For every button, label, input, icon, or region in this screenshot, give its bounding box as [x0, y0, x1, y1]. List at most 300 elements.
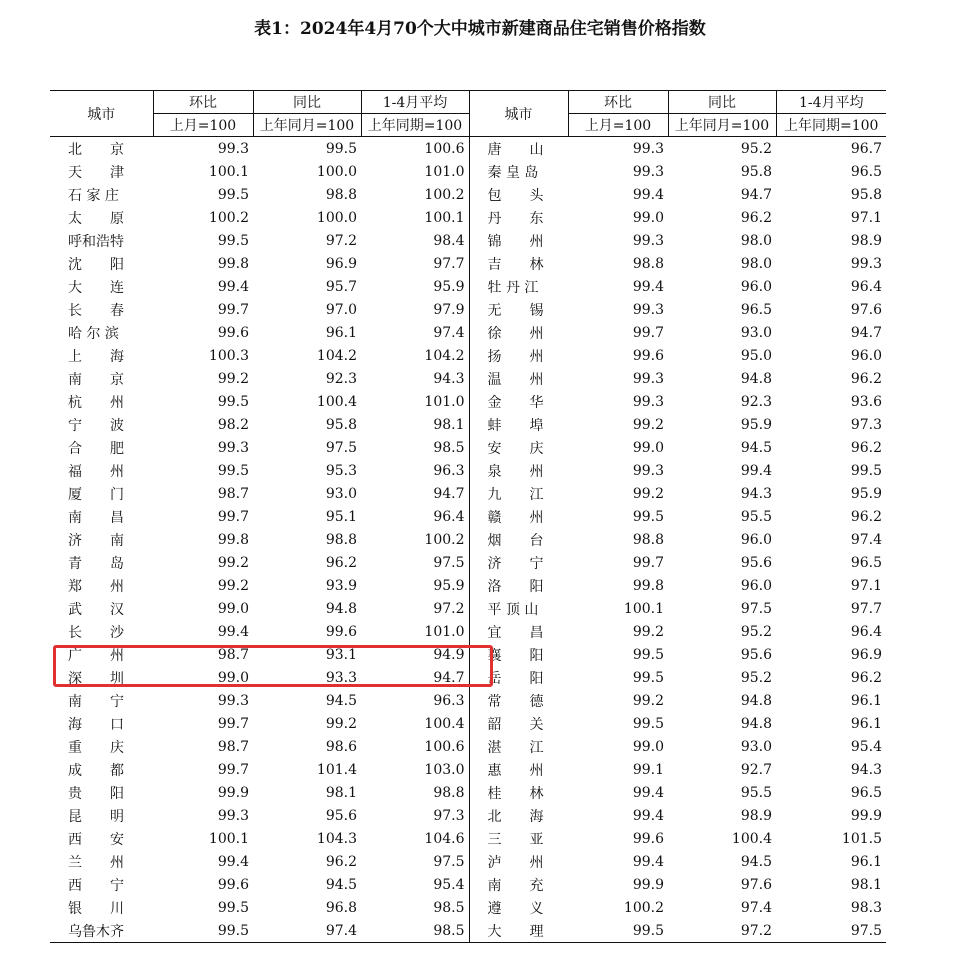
city-name: 沈 阳	[68, 256, 124, 273]
city-name: 安 庆	[469, 436, 568, 459]
city-name: 平 顶 山	[469, 597, 568, 620]
table-row	[50, 919, 886, 943]
avg-value: 100.1	[424, 209, 465, 226]
avg-value: 95.9	[850, 485, 882, 502]
yoy-value: 93.0	[740, 324, 772, 341]
mom-value: 99.3	[217, 140, 249, 157]
city-name: 惠 州	[469, 758, 568, 781]
mom-value: 99.4	[217, 623, 249, 640]
table-row	[50, 528, 886, 551]
table-row	[50, 344, 886, 367]
table-body	[50, 137, 886, 943]
table-row	[50, 758, 886, 781]
header-avg-base-right: 上年同期=100	[776, 114, 886, 137]
mom-value: 99.9	[217, 784, 249, 801]
table-row	[50, 689, 886, 712]
avg-value: 96.1	[850, 715, 882, 732]
yoy-value: 95.0	[740, 347, 772, 364]
city-name: 包 头	[469, 183, 568, 206]
yoy-value: 95.9	[740, 416, 772, 433]
city-name: 西 宁	[68, 877, 124, 894]
mom-value: 99.5	[568, 919, 668, 943]
table-row	[50, 896, 886, 919]
yoy-value: 94.5	[325, 692, 357, 709]
avg-value: 97.5	[776, 919, 886, 943]
avg-value: 96.5	[850, 163, 882, 180]
mom-value: 100.2	[208, 209, 249, 226]
mom-value: 99.6	[632, 830, 664, 847]
yoy-value: 99.5	[325, 140, 357, 157]
avg-value: 97.3	[433, 807, 465, 824]
table-row	[50, 735, 886, 758]
mom-value: 99.9	[632, 876, 664, 893]
yoy-value: 96.9	[325, 255, 357, 272]
yoy-value: 95.7	[325, 278, 357, 295]
city-name: 韶 关	[469, 712, 568, 735]
mom-value: 100.2	[623, 899, 664, 916]
mom-value: 99.5	[632, 669, 664, 686]
header-mom-right: 环比	[568, 91, 668, 114]
city-name: 长 沙	[68, 624, 124, 641]
avg-value: 96.3	[433, 462, 465, 479]
table-row	[50, 206, 886, 229]
mom-value: 99.6	[632, 347, 664, 364]
avg-value: 96.5	[850, 784, 882, 801]
yoy-value: 99.2	[325, 715, 357, 732]
highlight-box-guangzhou	[53, 645, 493, 687]
mom-value: 99.0	[632, 738, 664, 755]
avg-value: 96.2	[850, 508, 882, 525]
avg-value: 96.9	[850, 646, 882, 663]
table-row	[50, 781, 886, 804]
yoy-value: 98.0	[740, 255, 772, 272]
mom-value: 99.2	[632, 485, 664, 502]
header-yoy-base-left: 上年同月=100	[253, 114, 361, 137]
mom-value: 98.8	[632, 255, 664, 272]
mom-value: 99.7	[632, 324, 664, 341]
mom-value: 99.3	[632, 140, 664, 157]
city-name: 湛 江	[469, 735, 568, 758]
mom-value: 99.5	[217, 232, 249, 249]
table-row	[50, 367, 886, 390]
yoy-value: 94.5	[325, 876, 357, 893]
yoy-value: 101.4	[316, 761, 357, 778]
city-name: 三 亚	[469, 827, 568, 850]
avg-value: 100.6	[424, 140, 465, 157]
yoy-value: 97.0	[325, 301, 357, 318]
header-mom-left: 环比	[153, 91, 253, 114]
avg-value: 101.0	[424, 623, 465, 640]
city-name: 银 川	[68, 900, 124, 917]
city-name: 遵 义	[469, 896, 568, 919]
avg-value: 97.9	[433, 301, 465, 318]
mom-value: 100.1	[623, 600, 664, 617]
city-name: 南 宁	[68, 693, 124, 710]
yoy-value: 94.3	[740, 485, 772, 502]
yoy-value: 95.2	[740, 140, 772, 157]
mom-value: 99.5	[217, 393, 249, 410]
mom-value: 99.6	[217, 876, 249, 893]
yoy-value: 100.0	[316, 163, 357, 180]
avg-value: 96.2	[850, 669, 882, 686]
mom-value: 99.5	[632, 508, 664, 525]
yoy-value: 97.2	[325, 232, 357, 249]
mom-value: 99.4	[632, 807, 664, 824]
avg-value: 96.7	[850, 140, 882, 157]
avg-value: 98.8	[433, 784, 465, 801]
avg-value: 98.5	[433, 899, 465, 916]
city-name: 宁 波	[68, 417, 124, 434]
mom-value: 99.2	[632, 692, 664, 709]
city-name: 合 肥	[68, 440, 124, 457]
mom-value: 99.3	[217, 807, 249, 824]
avg-value: 97.3	[850, 416, 882, 433]
city-name: 牡 丹 江	[469, 275, 568, 298]
yoy-value: 97.4	[740, 899, 772, 916]
table-row	[50, 804, 886, 827]
yoy-value: 95.6	[740, 554, 772, 571]
yoy-value: 104.3	[316, 830, 357, 847]
mom-value: 99.0	[217, 669, 249, 686]
yoy-value: 96.0	[740, 577, 772, 594]
mom-value: 99.2	[217, 370, 249, 387]
mom-value: 99.8	[217, 531, 249, 548]
avg-value: 98.9	[850, 232, 882, 249]
avg-value: 96.0	[850, 347, 882, 364]
table-row	[50, 459, 886, 482]
header-city-left: 城市	[50, 91, 153, 137]
avg-value: 94.3	[433, 370, 465, 387]
table-row	[50, 390, 886, 413]
avg-value: 95.4	[433, 876, 465, 893]
city-name: 长 春	[68, 302, 124, 319]
city-name: 泉 州	[469, 459, 568, 482]
table-row	[50, 827, 886, 850]
table-row	[50, 712, 886, 735]
header-avg-right: 1-4月平均	[776, 91, 886, 114]
city-name: 乌鲁木齐	[50, 919, 153, 943]
yoy-value: 98.8	[325, 531, 357, 548]
yoy-value: 96.0	[740, 278, 772, 295]
mom-value: 99.3	[632, 462, 664, 479]
mom-value: 99.2	[632, 416, 664, 433]
table-row	[50, 620, 886, 643]
avg-value: 97.4	[850, 531, 882, 548]
mom-value: 99.0	[632, 439, 664, 456]
city-name: 海 口	[68, 716, 124, 733]
price-index-table	[50, 90, 886, 943]
yoy-value: 96.8	[325, 899, 357, 916]
yoy-value: 95.2	[740, 669, 772, 686]
city-name: 青 岛	[68, 555, 124, 572]
yoy-value: 93.0	[325, 485, 357, 502]
city-name: 天 津	[68, 164, 124, 181]
avg-value: 95.9	[433, 577, 465, 594]
city-name: 南 京	[68, 371, 124, 388]
yoy-value: 95.3	[325, 462, 357, 479]
yoy-value: 99.6	[325, 623, 357, 640]
city-name: 洛 阳	[469, 574, 568, 597]
yoy-value: 97.5	[740, 600, 772, 617]
avg-value: 97.1	[850, 209, 882, 226]
mom-value: 99.7	[217, 301, 249, 318]
header-avg-base-left: 上年同期=100	[361, 114, 469, 137]
mom-value: 99.4	[632, 853, 664, 870]
yoy-value: 95.8	[740, 163, 772, 180]
avg-value: 100.4	[424, 715, 465, 732]
city-name: 桂 林	[469, 781, 568, 804]
city-name: 常 德	[469, 689, 568, 712]
table-row	[50, 436, 886, 459]
mom-value: 99.0	[217, 600, 249, 617]
table-row	[50, 229, 886, 252]
city-name: 襄 阳	[469, 643, 568, 666]
yoy-value: 96.0	[740, 531, 772, 548]
city-name: 北 京	[68, 141, 124, 158]
mom-value: 99.3	[632, 393, 664, 410]
mom-value: 99.4	[217, 278, 249, 295]
avg-value: 94.9	[433, 646, 465, 663]
city-name: 徐 州	[469, 321, 568, 344]
yoy-value: 94.5	[740, 853, 772, 870]
table-title: 表1：2024年4月70个大中城市新建商品住宅销售价格指数	[254, 19, 706, 39]
city-name: 济 南	[68, 532, 124, 549]
avg-value: 97.5	[433, 554, 465, 571]
yoy-value: 96.2	[325, 853, 357, 870]
yoy-value: 98.0	[740, 232, 772, 249]
avg-value: 98.1	[433, 416, 465, 433]
mom-value: 99.3	[632, 370, 664, 387]
mom-value: 99.5	[632, 646, 664, 663]
avg-value: 97.7	[850, 600, 882, 617]
avg-value: 97.6	[850, 301, 882, 318]
city-name: 大 理	[469, 919, 568, 943]
avg-value: 104.6	[424, 830, 465, 847]
city-name: 上 海	[68, 348, 124, 365]
city-name: 西 安	[68, 831, 124, 848]
yoy-value: 100.4	[731, 830, 772, 847]
yoy-value: 97.2	[668, 919, 776, 943]
table-row	[50, 551, 886, 574]
avg-value: 96.1	[850, 692, 882, 709]
mom-value: 98.2	[217, 416, 249, 433]
table-row	[50, 275, 886, 298]
mom-value: 99.7	[632, 554, 664, 571]
city-name: 成 都	[68, 762, 124, 779]
yoy-value: 92.3	[325, 370, 357, 387]
avg-value: 97.1	[850, 577, 882, 594]
mom-value: 99.4	[217, 853, 249, 870]
mom-value: 99.2	[632, 623, 664, 640]
avg-value: 100.6	[424, 738, 465, 755]
city-name: 丹 东	[469, 206, 568, 229]
yoy-value: 93.0	[740, 738, 772, 755]
avg-value: 96.5	[850, 554, 882, 571]
city-name: 深 圳	[68, 670, 124, 687]
avg-value: 94.7	[850, 324, 882, 341]
yoy-value: 94.8	[740, 370, 772, 387]
city-name: 石 家 庄	[68, 187, 119, 204]
header-city-right: 城市	[469, 91, 568, 137]
avg-value: 97.7	[433, 255, 465, 272]
yoy-value: 94.8	[740, 692, 772, 709]
yoy-value: 98.1	[325, 784, 357, 801]
city-name: 福 州	[68, 463, 124, 480]
avg-value: 95.8	[850, 186, 882, 203]
header-yoy-base-right: 上年同月=100	[668, 114, 776, 137]
avg-value: 95.9	[433, 278, 465, 295]
yoy-value: 93.3	[325, 669, 357, 686]
avg-value: 101.0	[424, 163, 465, 180]
mom-value: 99.3	[632, 301, 664, 318]
avg-value: 101.5	[841, 830, 882, 847]
yoy-value: 96.2	[740, 209, 772, 226]
yoy-value: 94.5	[740, 439, 772, 456]
avg-value: 94.7	[433, 669, 465, 686]
avg-value: 96.2	[850, 370, 882, 387]
yoy-value: 104.2	[316, 347, 357, 364]
table-row	[50, 321, 886, 344]
yoy-value: 99.4	[740, 462, 772, 479]
yoy-value: 95.8	[325, 416, 357, 433]
city-name: 大 连	[68, 279, 124, 296]
yoy-value: 100.4	[316, 393, 357, 410]
header-row-1	[50, 91, 886, 114]
city-name: 扬 州	[469, 344, 568, 367]
city-name: 广 州	[68, 647, 124, 664]
table-row	[50, 183, 886, 206]
avg-value: 94.3	[850, 761, 882, 778]
mom-value: 99.3	[217, 692, 249, 709]
avg-value: 95.4	[850, 738, 882, 755]
city-name: 无 锡	[469, 298, 568, 321]
city-name: 厦 门	[68, 486, 124, 503]
city-name: 济 宁	[469, 551, 568, 574]
city-name: 武 汉	[68, 601, 124, 618]
yoy-value: 93.1	[325, 646, 357, 663]
yoy-value: 96.5	[740, 301, 772, 318]
yoy-value: 98.6	[325, 738, 357, 755]
mom-value: 98.7	[217, 738, 249, 755]
city-name: 唐 山	[469, 137, 568, 161]
mom-value: 99.2	[217, 577, 249, 594]
avg-value: 96.2	[850, 439, 882, 456]
city-name: 吉 林	[469, 252, 568, 275]
table-row	[50, 137, 886, 161]
city-name: 泸 州	[469, 850, 568, 873]
yoy-value: 96.1	[325, 324, 357, 341]
city-name: 九 江	[469, 482, 568, 505]
yoy-value: 98.9	[740, 807, 772, 824]
mom-value: 99.2	[217, 554, 249, 571]
avg-value: 96.4	[433, 508, 465, 525]
avg-value: 97.5	[433, 853, 465, 870]
yoy-value: 94.8	[740, 715, 772, 732]
mom-value: 100.1	[208, 830, 249, 847]
avg-value: 98.5	[361, 919, 469, 943]
avg-value: 99.5	[850, 462, 882, 479]
yoy-value: 93.9	[325, 577, 357, 594]
yoy-value: 100.0	[316, 209, 357, 226]
mom-value: 99.3	[632, 232, 664, 249]
city-name: 锦 州	[469, 229, 568, 252]
mom-value: 99.5	[217, 899, 249, 916]
yoy-value: 95.5	[740, 784, 772, 801]
yoy-value: 96.2	[325, 554, 357, 571]
mom-value: 99.3	[632, 163, 664, 180]
avg-value: 98.4	[433, 232, 465, 249]
mom-value: 100.3	[208, 347, 249, 364]
city-name: 太 原	[68, 210, 124, 227]
avg-value: 99.3	[850, 255, 882, 272]
yoy-value: 97.5	[325, 439, 357, 456]
city-name: 宜 昌	[469, 620, 568, 643]
city-name: 哈 尔 滨	[68, 325, 119, 342]
avg-value: 96.3	[433, 692, 465, 709]
yoy-value: 97.6	[740, 876, 772, 893]
mom-value: 99.7	[217, 715, 249, 732]
table-row	[50, 505, 886, 528]
table-row	[50, 850, 886, 873]
avg-value: 100.2	[424, 531, 465, 548]
table-row	[50, 298, 886, 321]
mom-value: 99.8	[632, 577, 664, 594]
city-name: 贵 阳	[68, 785, 124, 802]
mom-value: 99.3	[217, 439, 249, 456]
mom-value: 98.7	[217, 646, 249, 663]
city-name: 赣 州	[469, 505, 568, 528]
avg-value: 96.4	[850, 623, 882, 640]
yoy-value: 95.5	[740, 508, 772, 525]
mom-value: 99.5	[632, 715, 664, 732]
header-yoy-right: 同比	[668, 91, 776, 114]
avg-value: 98.5	[433, 439, 465, 456]
mom-value: 98.8	[632, 531, 664, 548]
city-name: 南 充	[469, 873, 568, 896]
header-mom-base-left: 上月=100	[153, 114, 253, 137]
yoy-value: 95.6	[740, 646, 772, 663]
header-avg-left: 1-4月平均	[361, 91, 469, 114]
avg-value: 99.9	[850, 807, 882, 824]
city-name: 杭 州	[68, 394, 124, 411]
avg-value: 98.1	[850, 876, 882, 893]
avg-value: 96.4	[850, 278, 882, 295]
table-row	[50, 160, 886, 183]
city-name: 南 昌	[68, 509, 124, 526]
city-name: 北 海	[469, 804, 568, 827]
mom-value: 100.1	[208, 163, 249, 180]
yoy-value: 97.4	[253, 919, 361, 943]
city-name: 温 州	[469, 367, 568, 390]
table-row	[50, 574, 886, 597]
avg-value: 104.2	[424, 347, 465, 364]
header-row-2	[50, 114, 886, 137]
mom-value: 99.4	[632, 784, 664, 801]
mom-value: 99.0	[632, 209, 664, 226]
city-name: 蚌 埠	[469, 413, 568, 436]
city-name: 昆 明	[68, 808, 124, 825]
city-name: 郑 州	[68, 578, 124, 595]
avg-value: 103.0	[424, 761, 465, 778]
avg-value: 94.7	[433, 485, 465, 502]
mom-value: 99.4	[632, 278, 664, 295]
yoy-value: 95.1	[325, 508, 357, 525]
city-name: 秦 皇 岛	[469, 160, 568, 183]
yoy-value: 95.2	[740, 623, 772, 640]
mom-value: 99.7	[217, 761, 249, 778]
mom-value: 99.6	[217, 324, 249, 341]
table-row	[50, 413, 886, 436]
